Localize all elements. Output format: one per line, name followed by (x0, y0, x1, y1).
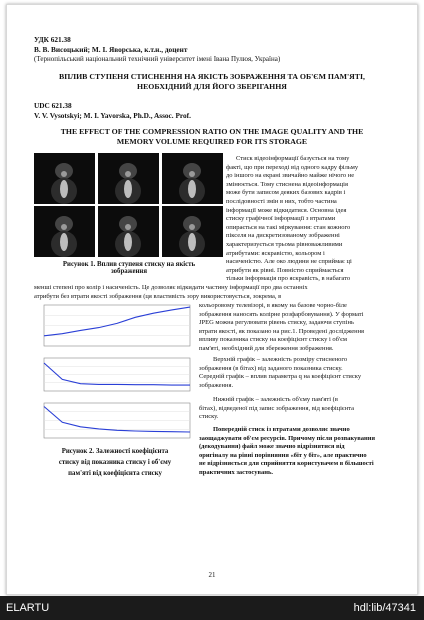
figure-1-caption (34, 261, 224, 275)
figure-1-photo (34, 153, 95, 204)
text-line: впливу показника стиску на коефіцієнт стиску і об'єм (199, 336, 348, 344)
chart-memory-volume (34, 400, 194, 444)
text-line: послідовності змін в них, тобто частина (226, 197, 337, 205)
text-line: зображення наносять колірне розфарбовування). У форматі (199, 310, 364, 318)
text-line: Стиск відеоінформації базується на тому (236, 155, 350, 162)
text-line: атрибути без втрати якості зображення (ця властивість зору використовується, зокрема, в (34, 292, 282, 300)
udc-en: UDC 621.38 (34, 101, 72, 110)
authors-en: V. V. Vysotskyi; M. I. Yavorska, Ph.D., Assoc. Prof. (34, 111, 191, 120)
text-line: стиску графічної інформації з втратами (226, 215, 336, 223)
udc-ua: УДК 621.38 (34, 35, 71, 44)
text-line: менші степені про колір і насиченість. Це дозволяє відкидати частину інформації про два останніх (34, 284, 308, 291)
title-ua-line1: ВПЛИВ СТУПЕНЯ СТИСНЕННЯ НА ЯКІСТЬ ЗОБРАЖЕННЯ ТА ОБ'ЄМ ПАМ'ЯТІ, (59, 72, 365, 81)
text-line: може бути записом деяких базових кадрів і (226, 189, 346, 197)
title-ua-line2: НЕОБХІДНИЙ ДЛЯ ЙОГО ЗБЕРІГАННЯ (137, 82, 287, 91)
text-line: характеризується трьома рівноважливими (226, 240, 343, 248)
text-line: кольоровому телевізорі, в якому на базове чорно-біле (199, 302, 347, 309)
text-line: JPEG можна регулювати рівень стиску, задаючи ступінь (199, 319, 354, 327)
text-line: факті, що при переході від одного кадру фільму (226, 163, 359, 171)
figure-2-caption-line: стиску від показника стиску і об'єму (58, 459, 172, 466)
figure-2-caption-line: пам'яті від коефіцієнта стиску (68, 470, 162, 477)
figure-1-photo (162, 153, 223, 204)
footer-handle-link[interactable]: hdl:lib/47341 (353, 602, 416, 614)
figure-2-caption (34, 446, 196, 479)
text-line: інформації може відкидатися. Основна ідея (226, 206, 347, 214)
title-en-line1: THE EFFECT OF THE COMPRESSION RATIO ON THE IMAGE QUALITY AND THE (60, 127, 364, 136)
text-line: Нижній графік – залежність об'єму пам'яті (в (213, 396, 338, 403)
figure-1-photo (98, 153, 159, 204)
text-line: втрати якості, як показано на рис.1. Проведені дослідження (199, 327, 365, 335)
chart-compression-coefficient (34, 355, 194, 397)
authors-ua: В. В. Висоцький; М. І. Яворська, к.т.н., доцент (34, 45, 188, 54)
chart-compressed-size (34, 302, 194, 352)
figure-1-photo (98, 206, 159, 257)
text-line: змінюється. Тому стиснена відеоінформація (226, 180, 348, 188)
text-line: Середній графік – вплив параметра q на коефіцієнт стиску (199, 373, 362, 381)
text-line: пікселя на дискретизованому зображенні (226, 232, 340, 240)
text-line: оригіналу на рівні порівняння «біт у біт», але практично (199, 451, 367, 459)
figure-1-photo (162, 206, 223, 257)
text-line: до іншого на екрані звичайно майже нічого не (226, 172, 355, 180)
figure-1-caption-line: Рисунок 1. Вплив ступеня стиску на якість (62, 261, 196, 268)
paper-page (6, 4, 418, 595)
text-line: (декодування) файл може значно відрізнятися від (199, 443, 345, 451)
text-line: атрибути як рівні. Повністю сприймається (226, 266, 344, 274)
text-line: насиченістю. Але око людини не сприймає ці (226, 258, 352, 266)
text-line: зображення. (199, 381, 234, 389)
paragraph-1-full-width (34, 284, 390, 301)
text-line: бітах), відведеної під запис зображення, від коефіцієнта (199, 404, 355, 412)
page-number: 21 (208, 571, 216, 579)
figure-1-photo (34, 206, 95, 257)
text-line: стиску. (199, 413, 219, 421)
figure-2-caption-line: Рисунок 2. Залежності коефіцієнта (61, 448, 169, 455)
paragraph-1 (226, 155, 389, 284)
text-line: атрибутами: яскравістю, кольором і (226, 249, 325, 257)
affiliation-ua: (Тернопільський національний технічний університет імені Івана Пулюя, Україна) (34, 55, 281, 63)
text-line: практичних застосувань. (199, 468, 274, 476)
paragraph-2 (199, 356, 389, 390)
paragraph-1-right (199, 302, 389, 354)
text-line: пам'яті, необхідний для збереження зображення. (199, 344, 334, 352)
text-line: Верхній графік – залежність розміру стисненого (213, 356, 348, 363)
footer-left-label[interactable]: ELARTU (6, 602, 50, 614)
title-en-line2: MEMORY VOLUME REQUIRED FOR ITS STORAGE (116, 137, 308, 146)
text-line: опирається на такі міркування: стан кожного (226, 223, 351, 231)
text-line: зображення (в бітах) від заданого показника стиску. (199, 364, 343, 372)
paragraph-3 (199, 396, 389, 422)
text-line: не відрізняється для сприйняття користувачем в більшості (199, 460, 374, 468)
figure-1-caption-line: зображення (110, 268, 148, 275)
text-line: заощаджувати об'єм ресурсів. Причому після розпакування (199, 434, 375, 442)
text-line: Попередній стиск із втратами дозволяє значно (213, 426, 350, 433)
text-line: тільки інформація про яскравість, в набагато (226, 275, 351, 283)
footer-bar (0, 596, 424, 620)
paragraph-4 (199, 426, 389, 478)
